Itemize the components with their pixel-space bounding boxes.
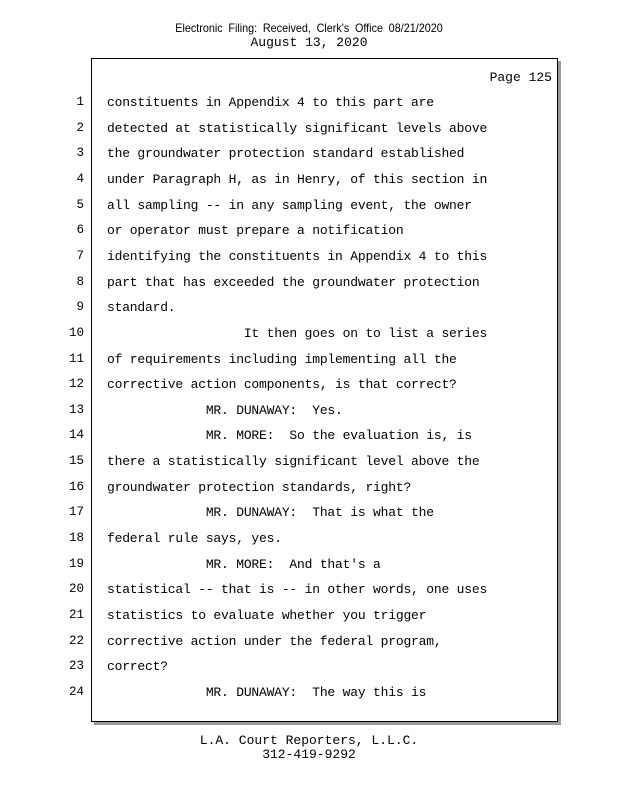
line-number: 17 (68, 505, 84, 520)
line-text: MR. MORE: And that's a (107, 556, 381, 572)
transcript-line (0, 634, 618, 652)
transcript-line (0, 95, 618, 113)
transcript-line (0, 146, 618, 164)
line-text: the groundwater protection standard established (107, 146, 465, 162)
transcript-line (0, 480, 618, 498)
line-text: under Paragraph H, as in Henry, of this section in (107, 171, 488, 187)
line-number: 5 (76, 197, 84, 212)
transcript-line (0, 428, 618, 446)
line-number: 21 (68, 608, 84, 622)
transcript-line (0, 300, 618, 318)
line-text: constituents in Appendix 4 to this part are (107, 95, 434, 110)
line-number: 16 (68, 479, 84, 494)
line-number: 19 (68, 556, 84, 571)
transcript-line (0, 608, 618, 626)
transcript-line (0, 198, 618, 216)
transcript-line (0, 275, 618, 293)
line-number: 10 (68, 325, 84, 340)
line-text: identifying the constituents in Appendix 4 to this (107, 248, 488, 264)
line-number: 7 (76, 248, 84, 263)
line-text: MR. MORE: So the evaluation is, is (107, 428, 472, 444)
reporter-phone: 312-419-9292 (262, 747, 356, 762)
transcript-line (0, 557, 618, 575)
transcript-line (0, 403, 618, 421)
transcript-line (0, 582, 618, 600)
line-text: federal rule says, yes. (107, 531, 282, 547)
line-text: statistical -- that is -- in other words, one uses (107, 582, 488, 598)
transcript-line (0, 659, 618, 677)
line-number: 1 (76, 95, 84, 109)
line-number: 18 (68, 531, 84, 546)
line-number: 12 (68, 377, 84, 392)
transcript-line (0, 531, 618, 549)
line-text: of requirements including implementing all the (107, 351, 457, 367)
line-number: 13 (68, 402, 84, 417)
line-text: part that has exceeded the groundwater protection (107, 274, 480, 290)
line-text: It then goes on to list a series (107, 325, 488, 341)
reporter-company: L.A. Court Reporters, L.L.C. (199, 733, 419, 748)
line-text: there a statistically significant level above the (107, 454, 480, 470)
transcript-line (0, 685, 618, 703)
line-text: corrective action under the federal program, (107, 633, 442, 649)
page-number: Page 125 (489, 70, 552, 85)
line-number: 9 (76, 300, 84, 315)
line-number: 24 (68, 684, 84, 699)
line-text: correct? (107, 659, 168, 675)
transcript-line (0, 223, 618, 241)
line-number: 2 (76, 120, 84, 135)
transcript-line (0, 121, 618, 139)
transcript-date: August 13, 2020 (250, 35, 368, 50)
line-number: 3 (76, 146, 84, 161)
line-text: MR. DUNAWAY: Yes. (107, 402, 343, 418)
transcript-line (0, 505, 618, 523)
line-text: groundwater protection standards, right? (107, 479, 412, 495)
transcript-line (0, 352, 618, 370)
filing-stamp: Electronic Filing: Received, Clerk's Office 08/21/2020 (175, 21, 443, 35)
line-text: detected at statistically significant levels above (107, 120, 488, 136)
transcript-line (0, 172, 618, 190)
line-number: 11 (68, 351, 84, 366)
line-number: 8 (76, 274, 84, 289)
line-number: 15 (68, 454, 84, 469)
transcript-line (0, 249, 618, 267)
transcript-line (0, 377, 618, 395)
line-text: MR. DUNAWAY: That is what the (107, 505, 434, 521)
line-number: 6 (76, 223, 84, 238)
line-text: or operator must prepare a notification (107, 223, 404, 239)
line-text: all sampling -- in any sampling event, the owner (107, 197, 472, 213)
line-text: statistics to evaluate whether you trigger (107, 608, 427, 623)
line-number: 23 (68, 659, 84, 674)
line-text: MR. DUNAWAY: The way this is (107, 684, 427, 700)
line-number: 22 (68, 633, 84, 648)
transcript-line (0, 326, 618, 344)
line-number: 4 (76, 171, 84, 186)
line-text: corrective action components, is that correct? (107, 377, 457, 393)
line-text: standard. (107, 300, 176, 316)
line-number: 20 (68, 582, 84, 597)
line-number: 14 (68, 428, 84, 443)
transcript-line (0, 454, 618, 472)
